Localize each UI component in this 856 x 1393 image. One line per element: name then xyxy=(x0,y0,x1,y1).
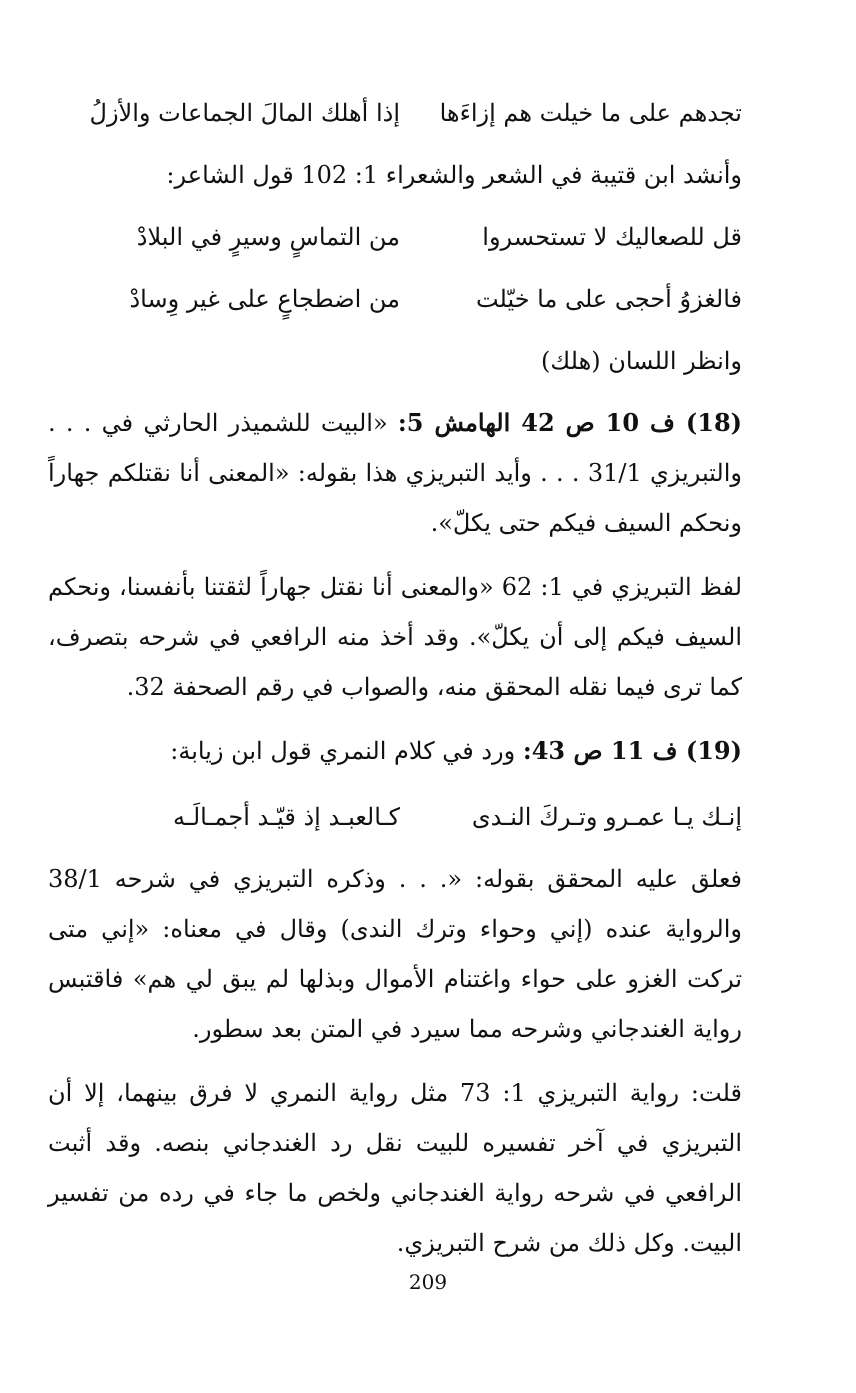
verse-2-first-hemistich: قل للصعاليك لا تستحسروا xyxy=(482,223,742,251)
verse-1-second-hemistich: إذا أهلك المالَ الجماعات والأزلُ xyxy=(89,99,400,127)
verse-2-second-hemistich: من التماسٍ وسيرٍ في البلادْ xyxy=(136,223,400,251)
note-18-comment: لفظ التبريزي في 1: 62 «والمعنى أنا نقتل جهاراً لثقتنا بأنفسنا، ونحكم السيف فيكم إلى أن يكلّ». وقد أخذ منه الرافعي في شرحه بتصرف، كما ترى فيما نقله المحقق منه، والصواب في رقم الصحفة 32. xyxy=(48,573,743,701)
verse-3-second-hemistich: من اضطجاعٍ على غير وِسادْ xyxy=(129,285,400,313)
note-19-heading: (19) ف 11 ص 43: xyxy=(522,736,742,765)
verse-2 xyxy=(48,206,742,268)
verse-1-first-hemistich: تجدهم على ما خيلت هم إزاءَها xyxy=(439,99,742,127)
see-also-line: وانظر اللسان (هلك) xyxy=(541,347,742,375)
verse-4-first-hemistich: إنـك يـا عمـرو وتـركَ النـدى xyxy=(471,803,742,831)
note-18 xyxy=(48,398,742,548)
page-body xyxy=(48,82,742,1268)
note-19-text: ورد في كلام النمري قول ابن زيابة: xyxy=(170,737,516,765)
note-19 xyxy=(48,726,742,776)
verse-4 xyxy=(48,786,742,848)
page-number: 209 xyxy=(408,1270,448,1294)
note-18-heading: (18) ف 10 ص 42 الهامش 5: xyxy=(397,408,743,437)
note-19-comment: فعلق عليه المحقق بقوله: «. . . وذكره التبريزي في شرحه 38/1 والرواية عنده (إني وحواء وترك الندى) وقال في معناه: «إني متى تركت الغزو على حواء واغتنام الأموال وبذلها لم يبق لي هم» فاقتبس رواية الغندجاني وشرحه مما سيرد في المتن بعد سطور. xyxy=(48,865,742,1043)
verse-3 xyxy=(48,268,742,330)
intro-line: وأنشد ابن قتيبة في الشعر والشعراء 1: 102 قول الشاعر: xyxy=(166,161,742,189)
note-18-text: «البيت للشميذر الحارثي في . . . والتبريزي 31/1 . . . وأيد التبريزي هذا بقوله: «المعنى أنا نقتلكم جهاراً ونحكم السيف فيكم حتى يكلّ». xyxy=(48,409,742,537)
verse-4-second-hemistich: كـالعبـد إذ قيّـد أجمـالَـه xyxy=(172,803,400,831)
final-paragraph: قلت: رواية التبريزي 1: 73 مثل رواية النمري لا فرق بينهما، إلا أن التبريزي في آخر تفسيره للبيت نقل رد الغندجاني بنصه. وقد أثبت الرافعي في شرحه رواية الغندجاني ولخص ما جاء في رده من تفسير البيت. وكل ذلك من شرح التبريزي. xyxy=(48,1079,743,1257)
verse-3-first-hemistich: فالغزوُ أحجى على ما خيّلت xyxy=(475,285,742,313)
verse-1 xyxy=(48,82,742,144)
